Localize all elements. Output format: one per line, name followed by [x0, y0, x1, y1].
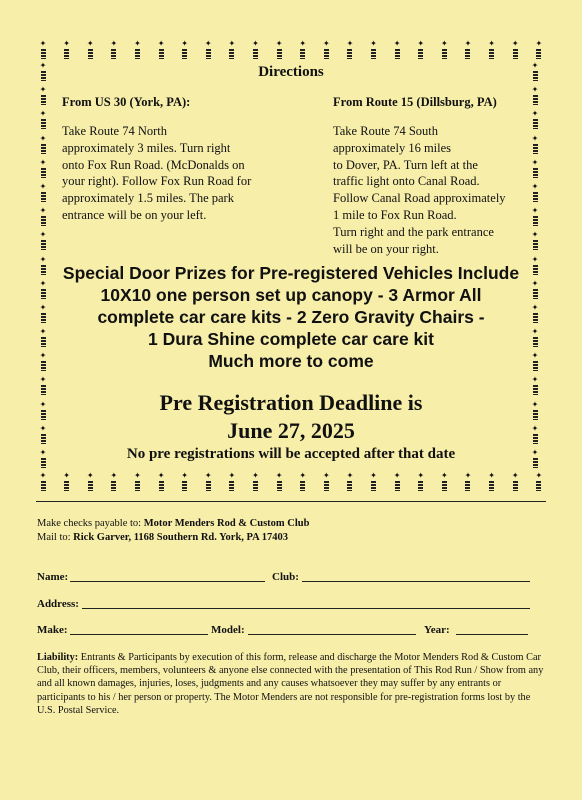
- star-ornament-icon: ✦: [487, 472, 497, 491]
- star-ornament-icon: ✦: [132, 40, 142, 59]
- star-ornament-icon: ✦: [227, 40, 237, 59]
- star-ornament-icon: ✦: [38, 159, 48, 178]
- right-directions-body: Take Route 74 South approximately 16 miles to Dover, PA. Turn left at the traffic light onto Canal Road. Follow Canal Road approximately 1 mile to Fox Run Road. Turn right and the park entrance will be on your right.: [333, 124, 506, 256]
- star-ornament-icon: ✦: [321, 472, 331, 491]
- model-label: Model:: [211, 624, 245, 636]
- deadline-date: June 27, 2025: [227, 418, 355, 443]
- bottom-ornament-border: [38, 472, 544, 491]
- star-ornament-icon: ✦: [38, 231, 48, 250]
- star-ornament-icon: ✦: [62, 472, 72, 491]
- star-ornament-icon: ✦: [530, 207, 540, 226]
- star-ornament-icon: ✦: [38, 207, 48, 226]
- checks-payable-row: [37, 518, 309, 529]
- star-ornament-icon: ✦: [530, 183, 540, 202]
- star-ornament-icon: ✦: [38, 40, 48, 59]
- address-field[interactable]: [82, 607, 530, 609]
- star-ornament-icon: ✦: [439, 472, 449, 491]
- star-ornament-icon: ✦: [203, 472, 213, 491]
- star-ornament-icon: ✦: [38, 376, 48, 395]
- right-directions-heading: From Route 15 (Dillsburg, PA): [333, 95, 497, 109]
- checks-value: Motor Menders Rod & Custom Club: [143, 518, 310, 529]
- star-ornament-icon: ✦: [227, 472, 237, 491]
- deadline-heading: Pre Registration Deadline is: [159, 390, 423, 415]
- star-ornament-icon: ✦: [345, 40, 355, 59]
- star-ornament-icon: ✦: [530, 328, 540, 347]
- star-ornament-icon: ✦: [530, 231, 540, 250]
- make-field[interactable]: [70, 633, 208, 635]
- star-ornament-icon: ✦: [180, 40, 190, 59]
- star-ornament-icon: ✦: [298, 472, 308, 491]
- star-ornament-icon: ✦: [85, 40, 95, 59]
- star-ornament-icon: ✦: [132, 472, 142, 491]
- year-label: Year:: [424, 624, 450, 636]
- star-ornament-icon: ✦: [38, 183, 48, 202]
- star-ornament-icon: ✦: [530, 352, 540, 371]
- name-label: Name:: [37, 571, 69, 583]
- star-ornament-icon: ✦: [38, 352, 48, 371]
- prizes-line-4: 1 Dura Shine complete car care kit: [148, 329, 434, 349]
- star-ornament-icon: ✦: [530, 86, 540, 105]
- prizes-line-1: Special Door Prizes for Pre-registered Vehicles Include: [62, 263, 520, 283]
- star-ornament-icon: ✦: [530, 304, 540, 323]
- star-ornament-icon: ✦: [487, 40, 497, 59]
- star-ornament-icon: ✦: [369, 472, 379, 491]
- star-ornament-icon: ✦: [203, 40, 213, 59]
- star-ornament-icon: ✦: [250, 472, 260, 491]
- prizes-line-5: Much more to come: [208, 351, 374, 371]
- liability-statement: [37, 651, 547, 717]
- star-ornament-icon: ✦: [530, 256, 540, 275]
- star-ornament-icon: ✦: [38, 472, 48, 491]
- star-ornament-icon: ✦: [38, 135, 48, 154]
- star-ornament-icon: ✦: [392, 40, 402, 59]
- star-ornament-icon: ✦: [321, 40, 331, 59]
- star-ornament-icon: ✦: [38, 62, 48, 81]
- star-ornament-icon: ✦: [38, 425, 48, 444]
- deadline-note: No pre registrations will be accepted after that date: [126, 446, 456, 462]
- prizes-line-3: complete car care kits - 2 Zero Gravity Chairs -: [97, 307, 485, 327]
- star-ornament-icon: ✦: [534, 472, 544, 491]
- star-ornament-icon: ✦: [298, 40, 308, 59]
- star-ornament-icon: ✦: [530, 62, 540, 81]
- star-ornament-icon: ✦: [38, 401, 48, 420]
- name-field[interactable]: [70, 580, 265, 582]
- star-ornament-icon: ✦: [250, 40, 260, 59]
- star-ornament-icon: ✦: [369, 40, 379, 59]
- star-ornament-icon: ✦: [530, 376, 540, 395]
- star-ornament-icon: ✦: [38, 328, 48, 347]
- star-ornament-icon: ✦: [530, 425, 540, 444]
- star-ornament-icon: ✦: [530, 449, 540, 468]
- mail-value: Rick Garver, 1168 Southern Rd. York, PA 17403: [73, 532, 289, 543]
- top-ornament-border: [38, 40, 544, 59]
- left-directions-heading: From US 30 (York, PA):: [62, 95, 191, 109]
- star-ornament-icon: ✦: [530, 401, 540, 420]
- star-ornament-icon: ✦: [38, 110, 48, 129]
- star-ornament-icon: ✦: [416, 472, 426, 491]
- section-divider: [36, 500, 546, 502]
- star-ornament-icon: ✦: [416, 40, 426, 59]
- star-ornament-icon: ✦: [530, 135, 540, 154]
- left-directions-body: Take Route 74 North approximately 3 miles. Turn right onto Fox Run Road. (McDonalds on your right). Follow Fox Run Road for approximately 1.5 miles. The park entrance will be on your left.: [62, 124, 252, 222]
- prizes-line-2: 10X10 one person set up canopy - 3 Armor All: [100, 285, 482, 305]
- star-ornament-icon: ✦: [62, 40, 72, 59]
- star-ornament-icon: ✦: [85, 472, 95, 491]
- star-ornament-icon: ✦: [392, 472, 402, 491]
- star-ornament-icon: ✦: [463, 472, 473, 491]
- year-field[interactable]: [456, 633, 528, 635]
- star-ornament-icon: ✦: [530, 159, 540, 178]
- star-ornament-icon: ✦: [439, 40, 449, 59]
- star-ornament-icon: ✦: [345, 472, 355, 491]
- mail-to-row: [37, 532, 288, 543]
- star-ornament-icon: ✦: [38, 256, 48, 275]
- address-label: Address:: [37, 598, 79, 610]
- club-field[interactable]: [302, 580, 530, 582]
- star-ornament-icon: ✦: [38, 280, 48, 299]
- star-ornament-icon: ✦: [156, 472, 166, 491]
- star-ornament-icon: ✦: [510, 40, 520, 59]
- club-label: Club:: [272, 571, 299, 583]
- model-field[interactable]: [248, 633, 416, 635]
- directions-title: Directions: [258, 64, 324, 80]
- star-ornament-icon: ✦: [530, 280, 540, 299]
- star-ornament-icon: ✦: [109, 40, 119, 59]
- checks-label: Make checks payable to:: [37, 518, 142, 529]
- star-ornament-icon: ✦: [38, 304, 48, 323]
- make-label: Make:: [37, 624, 68, 636]
- star-ornament-icon: ✦: [530, 110, 540, 129]
- star-ornament-icon: ✦: [38, 86, 48, 105]
- star-ornament-icon: ✦: [510, 472, 520, 491]
- mail-label: Mail to:: [37, 532, 71, 543]
- star-ornament-icon: ✦: [274, 472, 284, 491]
- star-ornament-icon: ✦: [534, 40, 544, 59]
- door-prizes-section: [40, 262, 542, 372]
- star-ornament-icon: ✦: [156, 40, 166, 59]
- liability-text: Entrants & Participants by execution of this form, release and discharge the Motor Menders Rod & Custom Car Club, their officers, members, volunteers & anyone else connected with the presentation of This Rod Run / Show from any and all known damages, injuries, loses, judgments and any causes whatsoever they may suffer by any entrants or participants to his / her person or property. The Motor Menders are not responsible for pre-registration forms lost by the U.S. Postal Service.: [37, 652, 544, 716]
- star-ornament-icon: ✦: [38, 449, 48, 468]
- star-ornament-icon: ✦: [109, 472, 119, 491]
- star-ornament-icon: ✦: [274, 40, 284, 59]
- star-ornament-icon: ✦: [180, 472, 190, 491]
- star-ornament-icon: ✦: [463, 40, 473, 59]
- liability-label: Liability:: [37, 652, 79, 663]
